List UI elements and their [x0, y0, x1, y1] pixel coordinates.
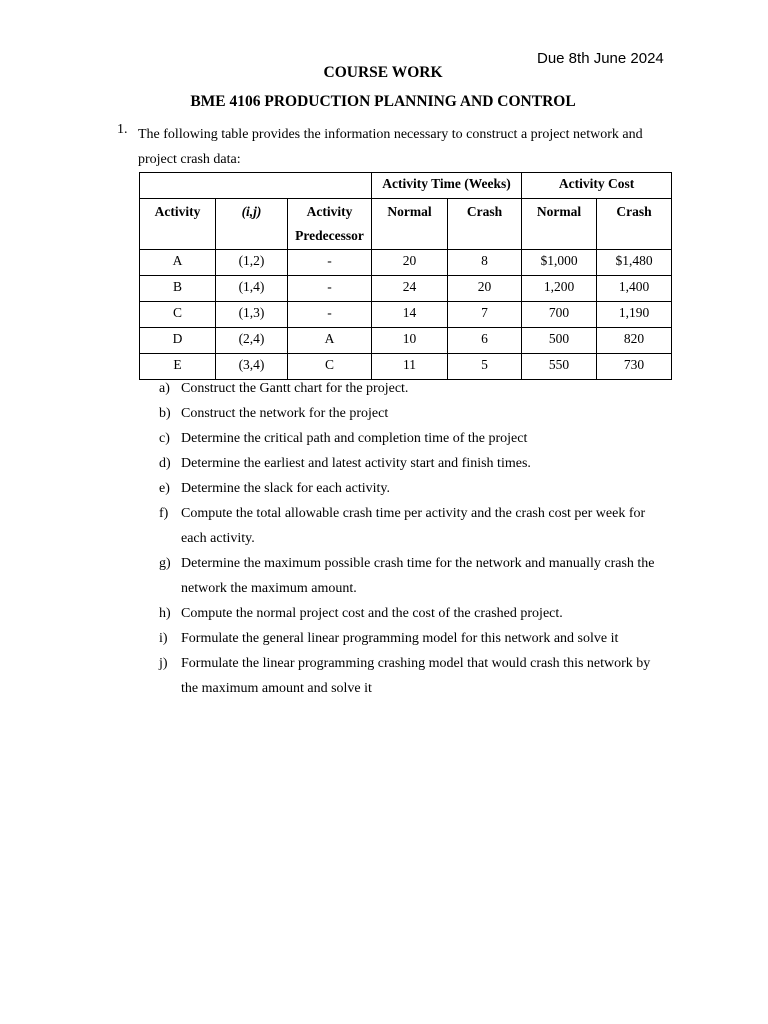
list-item-text: Determine the critical path and completion time of the project [181, 431, 528, 446]
cell-crash-cost: 730 [597, 354, 672, 380]
cell-crash-time: 7 [448, 302, 522, 328]
col-activity: Activity [140, 199, 216, 250]
cell-ij: (3,4) [216, 354, 288, 380]
cell-crash-cost: 820 [597, 328, 672, 354]
cell-crash-time: 8 [448, 250, 522, 276]
col-normal-cost: Normal [522, 199, 597, 250]
page-title: COURSE WORK [323, 64, 443, 81]
list-item-text: Determine the maximum possible crash time for the network and manually crash the network the maximum amount. [181, 556, 655, 596]
table-row [140, 250, 672, 276]
list-item [145, 476, 670, 501]
list-item-label: b) [159, 406, 171, 421]
cell-normal-time: 14 [372, 302, 448, 328]
list-item [145, 376, 670, 401]
task-list [145, 376, 670, 701]
module-title: BME 4106 PRODUCTION PLANNING AND CONTROL [190, 93, 576, 110]
list-item-label: a) [159, 381, 170, 396]
cell-normal-time: 10 [372, 328, 448, 354]
cell-ij: (1,3) [216, 302, 288, 328]
table-body [140, 250, 672, 380]
group-activity-time: Activity Time (Weeks) [372, 173, 522, 199]
list-item-text: Compute the total allowable crash time per activity and the crash cost per week for each activity. [181, 506, 646, 546]
list-item-label: g) [159, 556, 171, 571]
col-predecessor: Activity Predecessor [288, 199, 372, 250]
cell-predecessor: - [288, 276, 372, 302]
cell-crash-time: 6 [448, 328, 522, 354]
cell-predecessor: C [288, 354, 372, 380]
cell-crash-cost: 1,190 [597, 302, 672, 328]
cell-activity: E [140, 354, 216, 380]
list-item-text: Determine the earliest and latest activity start and finish times. [181, 456, 531, 471]
table-group-header [140, 173, 672, 199]
cell-predecessor: - [288, 302, 372, 328]
crash-data-table [139, 172, 672, 380]
cell-activity: D [140, 328, 216, 354]
cell-normal-cost: 550 [522, 354, 597, 380]
list-item [145, 651, 670, 701]
list-item-text: Formulate the linear programming crashing model that would crash this network by the maximum amount and solve it [181, 656, 651, 696]
cell-activity: A [140, 250, 216, 276]
list-item [145, 451, 670, 476]
list-item [145, 501, 670, 551]
cell-normal-time: 11 [372, 354, 448, 380]
col-normal-time: Normal [372, 199, 448, 250]
list-item [145, 426, 670, 451]
col-crash-time: Crash [448, 199, 522, 250]
col-crash-cost: Crash [597, 199, 672, 250]
cell-normal-cost: 1,200 [522, 276, 597, 302]
due-date: Due 8th June 2024 [537, 50, 664, 67]
table-row [140, 328, 672, 354]
cell-predecessor: - [288, 250, 372, 276]
list-item-label: h) [159, 606, 171, 621]
question-text: The following table provides the information necessary to construct a project network and project crash data: [138, 127, 643, 167]
table-row [140, 302, 672, 328]
cell-normal-cost: $1,000 [522, 250, 597, 276]
cell-activity: B [140, 276, 216, 302]
cell-ij: (2,4) [216, 328, 288, 354]
table-group-empty [140, 173, 372, 199]
list-item-label: c) [159, 431, 170, 446]
cell-normal-cost: 500 [522, 328, 597, 354]
list-item [145, 626, 670, 651]
cell-ij: (1,4) [216, 276, 288, 302]
list-item-label: j) [159, 656, 168, 671]
cell-normal-time: 20 [372, 250, 448, 276]
group-activity-cost: Activity Cost [522, 173, 672, 199]
table-row [140, 276, 672, 302]
cell-predecessor: A [288, 328, 372, 354]
list-item [145, 401, 670, 426]
question-number: 1. [117, 122, 128, 137]
list-item [145, 551, 670, 601]
cell-crash-cost: 1,400 [597, 276, 672, 302]
list-item-label: i) [159, 631, 168, 646]
cell-ij: (1,2) [216, 250, 288, 276]
list-item [145, 601, 670, 626]
list-item-label: d) [159, 456, 171, 471]
list-item-text: Formulate the general linear programming model for this network and solve it [181, 631, 619, 646]
cell-normal-cost: 700 [522, 302, 597, 328]
list-item-label: f) [159, 506, 169, 521]
list-item-text: Compute the normal project cost and the cost of the crashed project. [181, 606, 563, 621]
cell-crash-time: 20 [448, 276, 522, 302]
col-ij: (i,j) [216, 199, 288, 250]
list-item-text: Construct the Gantt chart for the project. [181, 381, 409, 396]
list-item-label: e) [159, 481, 170, 496]
cell-crash-time: 5 [448, 354, 522, 380]
list-item-text: Construct the network for the project [181, 406, 389, 421]
cell-activity: C [140, 302, 216, 328]
cell-normal-time: 24 [372, 276, 448, 302]
list-item-text: Determine the slack for each activity. [181, 481, 390, 496]
table-column-header [140, 199, 672, 250]
cell-crash-cost: $1,480 [597, 250, 672, 276]
